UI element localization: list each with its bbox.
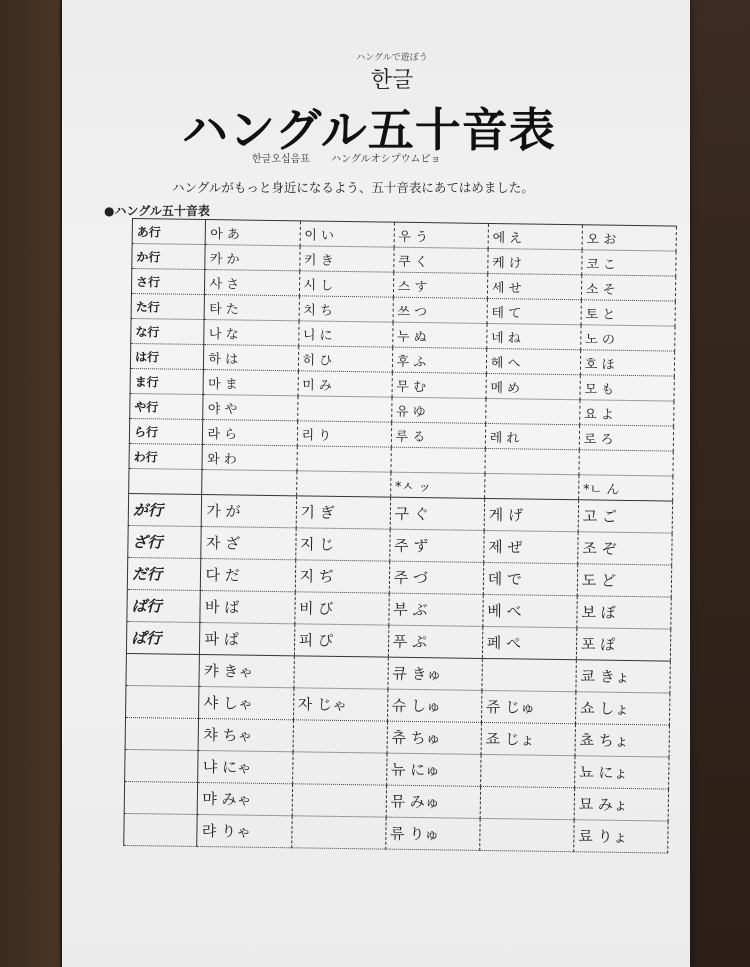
table-cell: 피 ぴ — [294, 624, 389, 657]
table-cell: 아 あ — [206, 220, 300, 246]
row-label: さ行 — [131, 269, 205, 295]
desk-background — [686, 0, 750, 967]
table-cell: 야 や — [203, 395, 297, 421]
section-label: ●ハングル五十音表 — [104, 204, 210, 218]
table-cell: 냐 にゃ — [198, 750, 293, 783]
table-cell: 요 よ — [580, 400, 674, 426]
table-cell — [297, 446, 391, 472]
table-cell: 쿄 きょ — [576, 660, 671, 693]
table-cell: 비 び — [294, 592, 389, 625]
table-cell: 포 ぽ — [576, 628, 671, 661]
table-cell: 미 み — [298, 371, 392, 397]
table-cell — [579, 450, 673, 476]
row-label: ぱ行 — [126, 621, 200, 654]
subtitle-reading: ハングルオシプウムピョ — [331, 154, 441, 165]
table-cell: 오 お — [582, 225, 676, 251]
table-cell — [292, 784, 387, 817]
table-cell: 로 ろ — [579, 425, 673, 451]
logo — [332, 50, 452, 100]
table-cell: 이 い — [300, 221, 394, 247]
table-cell: 자 じゃ — [293, 688, 388, 721]
table-cell: 다 だ — [201, 558, 296, 591]
table-cell: 챠 ちゃ — [198, 718, 293, 751]
gojuon-table — [123, 218, 677, 854]
table-cell: 치 ち — [299, 296, 393, 322]
row-label: か行 — [132, 244, 206, 270]
table-cell: 조 ぞ — [578, 532, 673, 565]
table-cell: 츄 ちゅ — [387, 721, 482, 754]
table-cell: 먀 みゃ — [198, 782, 293, 815]
table-cell: 케 け — [488, 248, 582, 274]
row-label — [124, 781, 198, 814]
row-label — [126, 685, 200, 718]
table-cell: 쥬 じゅ — [481, 690, 576, 723]
table-cell: 사 さ — [205, 270, 299, 296]
table-cell: 누 ぬ — [392, 322, 486, 348]
table-cell: 코 こ — [582, 250, 676, 276]
table-cell: 보 ぼ — [577, 596, 672, 629]
row-label — [124, 813, 198, 846]
table-row — [124, 813, 668, 853]
table-cell: 기 ぎ — [296, 496, 391, 529]
table-cell: 토 と — [581, 300, 675, 326]
row-label — [125, 749, 199, 782]
table-cell: 레 れ — [485, 423, 579, 449]
table-cell: 후 ふ — [392, 347, 486, 373]
table-cell: 자 ざ — [201, 527, 296, 560]
row-label: わ行 — [129, 443, 203, 469]
table-cell: 뮤 みゅ — [386, 785, 481, 818]
page-title: ハングル五十音表 — [182, 103, 556, 157]
table-cell: 무 む — [392, 372, 486, 398]
table-cell — [480, 786, 575, 819]
table-cell — [485, 398, 579, 424]
table-cell: 고 ご — [578, 500, 673, 533]
table-cell: 료 りょ — [574, 820, 669, 853]
table-cell: 에 え — [488, 223, 582, 249]
table-cell: 샤 しゃ — [199, 686, 294, 719]
table-cell — [291, 816, 386, 849]
table-cell — [479, 818, 574, 851]
table-cell: 라 ら — [203, 420, 297, 446]
table-cell: 마 ま — [203, 370, 297, 396]
table-cell: 헤 へ — [486, 348, 580, 374]
table-cell: 데 で — [483, 562, 578, 595]
table-cell: 부 ぶ — [388, 593, 483, 626]
table-cell: 슈 しゅ — [387, 689, 482, 722]
table-cell: 모 も — [580, 375, 674, 401]
table-cell: 구 ぐ — [390, 497, 485, 530]
table-cell: 소 そ — [581, 275, 675, 301]
table-cell: 쿠 く — [393, 247, 487, 273]
table-cell: 루 る — [391, 422, 485, 448]
row-label: あ行 — [132, 219, 206, 245]
table-cell: 스 す — [393, 272, 487, 298]
table-cell: 도 ど — [577, 564, 672, 597]
table-cell: 주 づ — [389, 561, 484, 594]
table-cell: 지 じ — [295, 528, 390, 561]
table-cell: 히 ひ — [298, 346, 392, 372]
table-cell — [391, 447, 485, 473]
subtitle — [252, 150, 459, 165]
table-cell: 푸 ぷ — [388, 625, 483, 658]
table-cell: 주 ず — [389, 529, 484, 562]
table-cell: 리 り — [297, 421, 391, 447]
table-cell: 와 わ — [202, 445, 296, 471]
row-label: ま行 — [130, 368, 204, 394]
row-label — [129, 468, 203, 494]
table-cell: 네 ね — [486, 323, 580, 349]
paper-sheet — [62, 0, 690, 967]
table-cell: 유 ゆ — [391, 397, 485, 423]
table-cell: 게 げ — [484, 498, 579, 531]
table-cell: 뇨 にょ — [574, 756, 669, 789]
table-cell: 뉴 にゅ — [386, 753, 481, 786]
table-cell: 가 が — [202, 495, 297, 528]
table-cell: 묘 みょ — [574, 788, 669, 821]
table-cell — [485, 448, 579, 474]
table-cell: 호 ほ — [580, 350, 674, 376]
table-cell — [484, 473, 578, 499]
table-cell: 세 せ — [487, 273, 581, 299]
table-cell: 쇼 しょ — [575, 692, 670, 725]
table-cell: *ㄴ ん — [578, 475, 672, 501]
row-label: や行 — [130, 393, 204, 419]
logo-arc-text: ハングルで遊ぼう — [356, 53, 428, 63]
gojuon-table-body — [124, 219, 677, 854]
row-label: ざ行 — [128, 525, 202, 558]
table-cell: 바 ば — [200, 590, 295, 623]
table-cell — [480, 754, 575, 787]
intro-text: ハングルがもっと身近になるよう、五十音表にあてはめました。 — [172, 180, 534, 195]
table-cell: 쵸 ちょ — [575, 724, 670, 757]
table-cell: 류 りゅ — [385, 817, 480, 850]
table-cell: 제 ぜ — [483, 530, 578, 563]
table-cell — [293, 656, 388, 689]
row-label: だ行 — [127, 557, 201, 590]
table-cell: 지 ぢ — [295, 560, 390, 593]
row-label: が行 — [128, 493, 202, 526]
table-cell: 파 ぱ — [200, 622, 295, 655]
table-cell: 니 に — [298, 321, 392, 347]
table-cell: 메 め — [486, 373, 580, 399]
table-cell — [297, 396, 391, 422]
table-cell: *ㅅ ッ — [390, 472, 484, 498]
table-cell — [292, 752, 387, 785]
table-cell — [482, 658, 577, 691]
table-cell: 캬 きゃ — [199, 654, 294, 687]
table-cell: 시 し — [299, 271, 393, 297]
table-cell: 카 か — [205, 245, 299, 271]
table-cell: 테 て — [487, 298, 581, 324]
row-label: た行 — [131, 293, 205, 319]
row-label — [126, 653, 200, 686]
table-cell: 타 た — [205, 295, 299, 321]
table-cell: 노 の — [581, 325, 675, 351]
table-cell: 베 べ — [483, 594, 578, 627]
table-cell: 랴 りゃ — [197, 814, 292, 847]
table-cell: 나 な — [204, 320, 298, 346]
row-label: な行 — [131, 318, 205, 344]
table-cell: 키 き — [299, 246, 393, 272]
table-cell: 우 う — [394, 222, 488, 248]
table-cell — [293, 720, 388, 753]
table-cell: 큐 きゅ — [388, 657, 483, 690]
subtitle-korean: 한글오십음표 — [252, 154, 310, 165]
table-cell: 쓰 つ — [393, 297, 487, 323]
row-label — [125, 717, 199, 750]
table-cell: 페 ぺ — [482, 626, 577, 659]
row-label: ば行 — [127, 589, 201, 622]
table-cell: 죠 じょ — [481, 722, 576, 755]
logo-mark: 한글 — [370, 68, 414, 93]
table-cell — [296, 471, 390, 497]
table-cell: 하 は — [204, 345, 298, 371]
row-label: は行 — [130, 343, 204, 369]
table-cell — [202, 470, 296, 496]
row-label: ら行 — [129, 418, 203, 444]
